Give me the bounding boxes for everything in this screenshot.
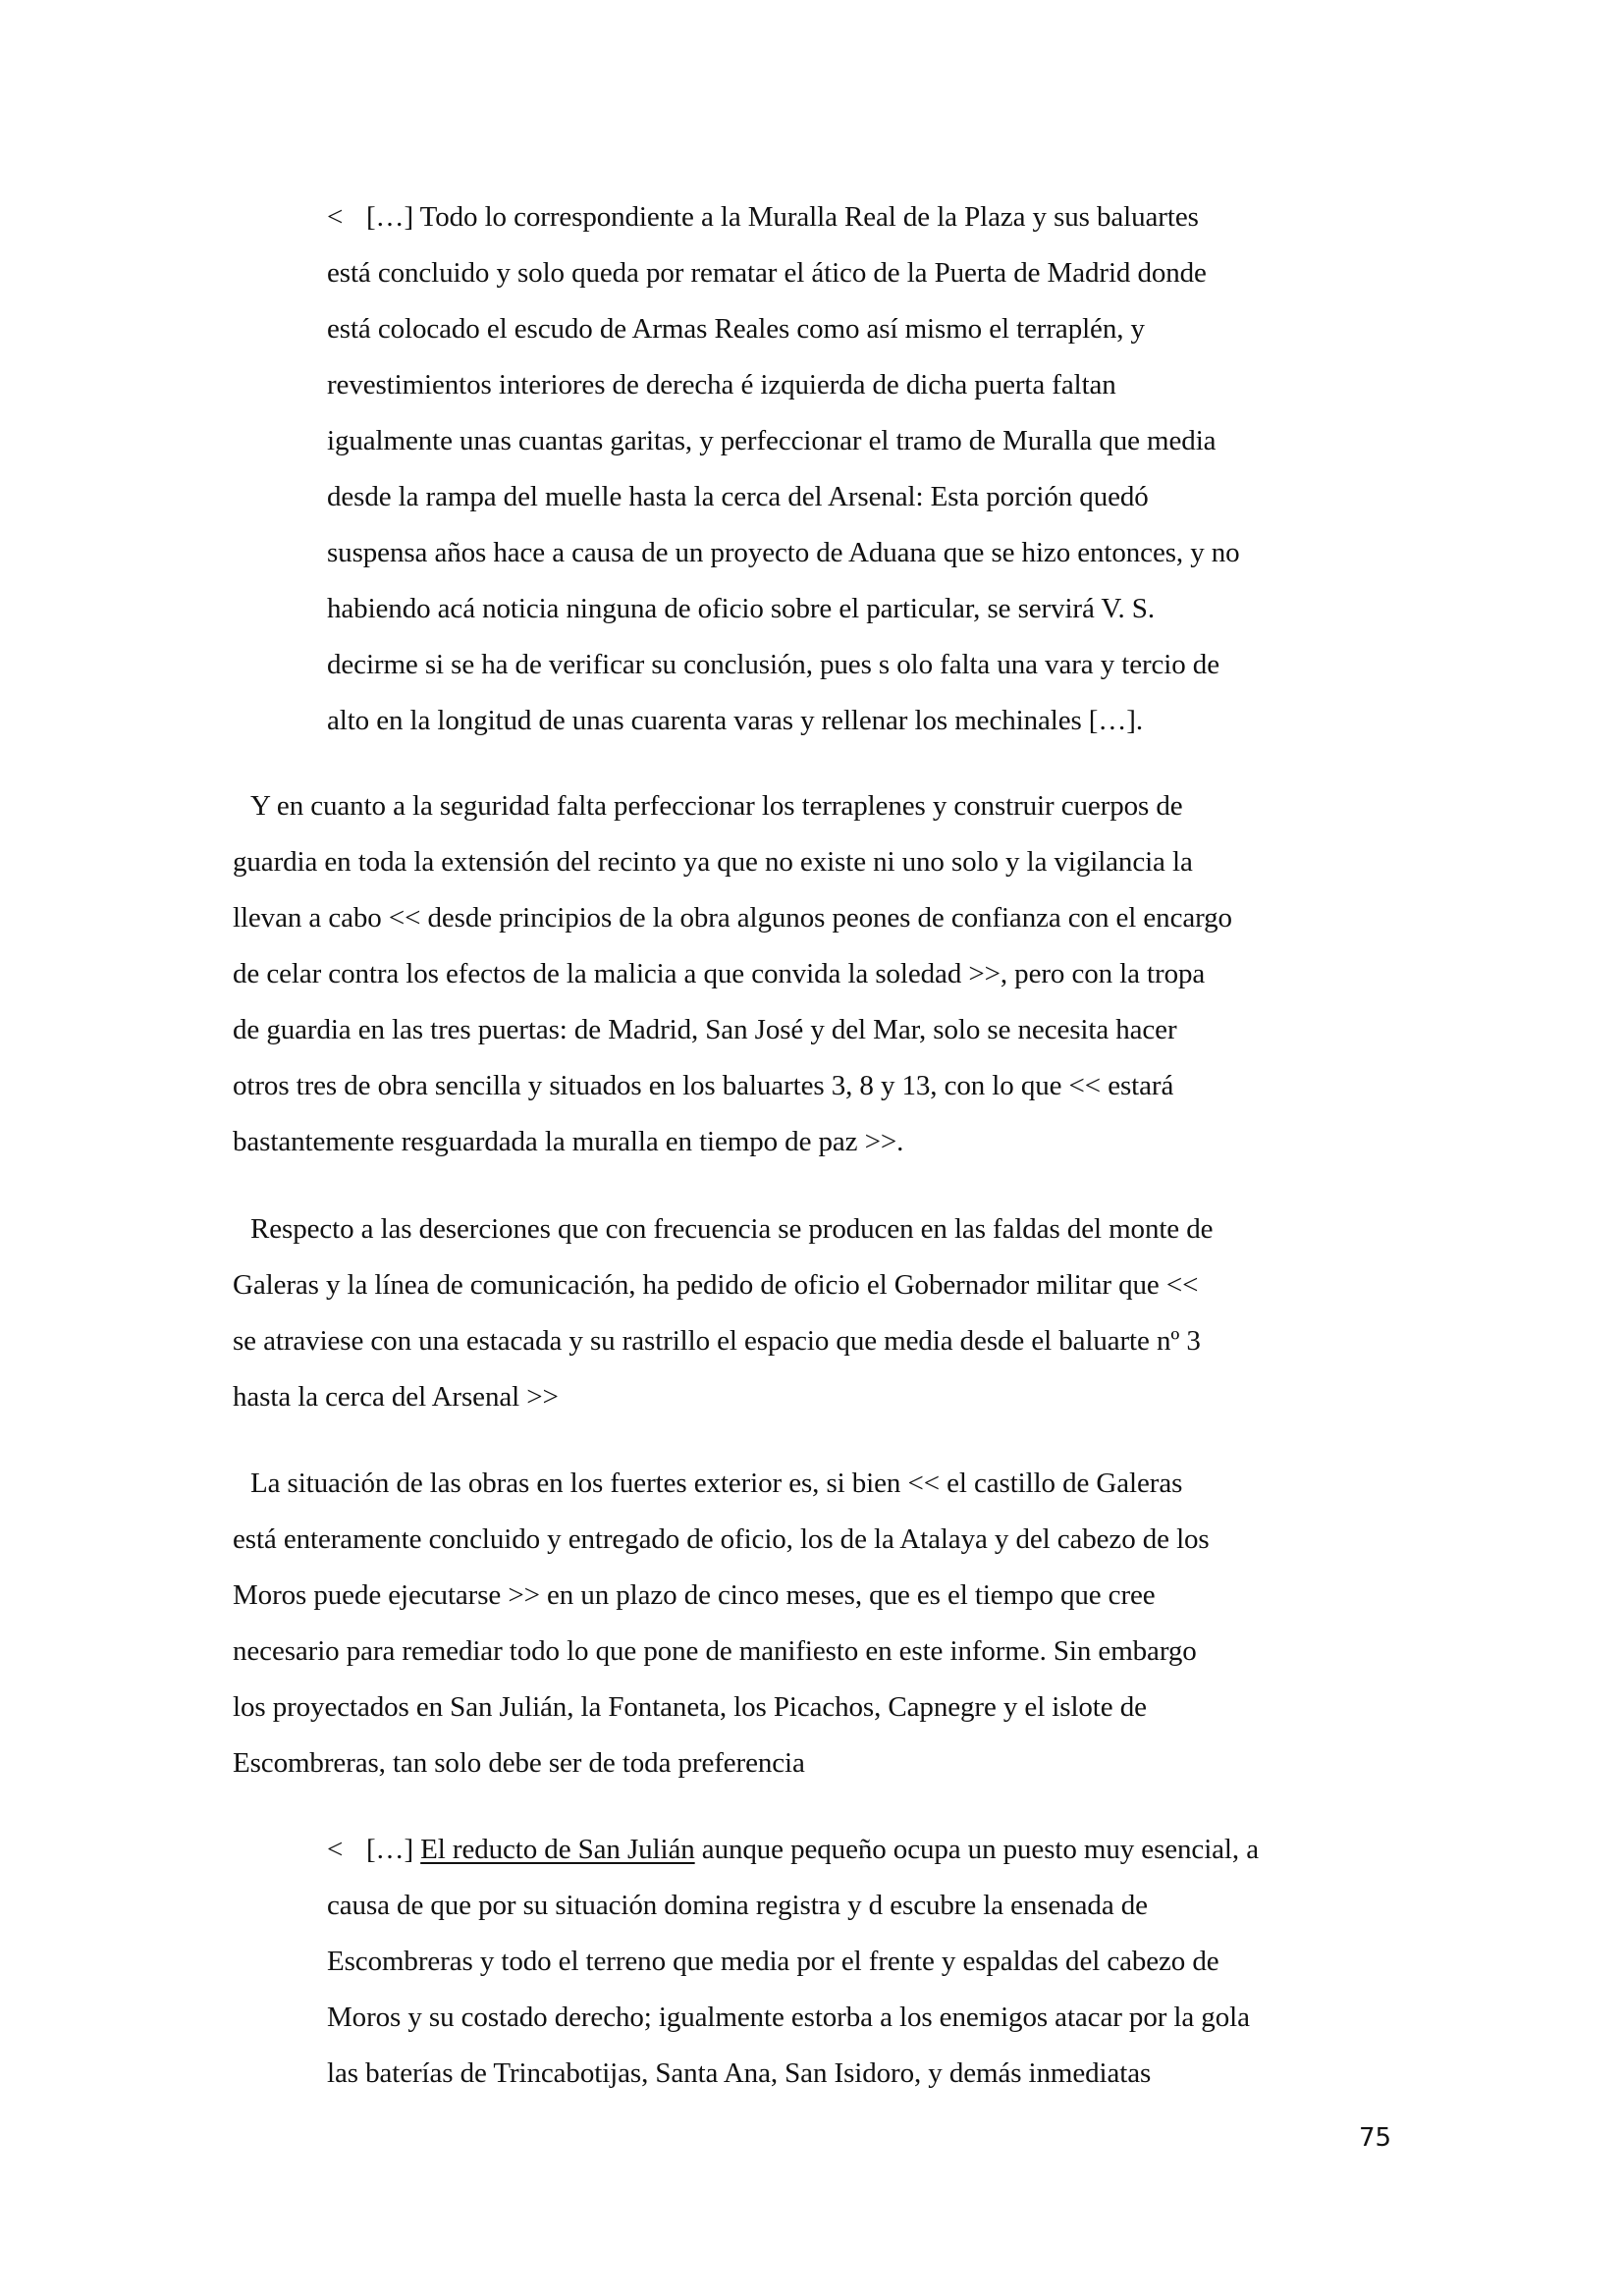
quote-line: está colocado el escudo de Armas Reales como así mismo el terraplén, y [327, 313, 1145, 345]
paragraph-line: bastantemente resguardada la muralla en tiempo de paz >>. [233, 1126, 904, 1157]
underlined-heading: El reducto de San Julián [420, 1834, 695, 1865]
quote-line: desde la rampa del muelle hasta la cerca del Arsenal: Esta porción quedó [327, 481, 1149, 512]
paragraph-line: de guardia en las tres puertas: de Madrid, San José y del Mar, solo se necesita hacer [233, 1014, 1177, 1045]
quote-line: igualmente unas cuantas garitas, y perfeccionar el tramo de Muralla que media [327, 425, 1217, 456]
paragraph-line: otros tres de obra sencilla y situados en los baluartes 3, 8 y 13, con lo que << estará [233, 1070, 1174, 1101]
paragraph-line: se atraviese con una estacada y su rastrillo el espacio que media desde el baluarte nº 3 [233, 1325, 1201, 1357]
paragraph-line: Respecto a las deserciones que con frecuencia se producen en las faldas del monte de [250, 1213, 1214, 1245]
paragraph-line: hasta la cerca del Arsenal >> [233, 1381, 559, 1413]
quote-line: < […] El reducto de San Julián aunque pequeño ocupa un puesto muy esencial, a [327, 1834, 1259, 1865]
paragraph-line: necesario para remediar todo lo que pone de manifiesto en este informe. Sin embargo [233, 1635, 1197, 1667]
quote-line: Moros y su costado derecho; igualmente estorba a los enemigos atacar por la gola [327, 2002, 1250, 2033]
quote-line: causa de que por su situación domina registra y d escubre la ensenada de [327, 1890, 1148, 1921]
paragraph-line: guardia en toda la extensión del recinto ya que no existe ni uno solo y la vigilancia la [233, 846, 1193, 878]
paragraph-line: La situación de las obras en los fuertes exterior es, si bien << el castillo de Galeras [250, 1468, 1183, 1499]
quote-line: suspensa años hace a causa de un proyecto de Aduana que se hizo entonces, y no [327, 537, 1240, 568]
quote-line: habiendo acá noticia ninguna de oficio sobre el particular, se servirá V. S. [327, 593, 1155, 624]
page-number: 75 [1359, 2123, 1392, 2153]
paragraph-line: los proyectados en San Julián, la Fontaneta, los Picachos, Capnegre y el islote de [233, 1691, 1147, 1723]
quote-line: está concluido y solo queda por rematar el ático de la Puerta de Madrid donde [327, 257, 1207, 289]
paragraph-line: Galeras y la línea de comunicación, ha pedido de oficio el Gobernador militar que << [233, 1269, 1199, 1301]
paragraph-line: está enteramente concluido y entregado de oficio, los de la Atalaya y del cabezo de los [233, 1523, 1210, 1555]
quote-line: Escombreras y todo el terreno que media por el frente y espaldas del cabezo de [327, 1946, 1219, 1977]
quote-line: decirme si se ha de verificar su conclusión, pues s olo falta una vara y tercio de [327, 649, 1219, 680]
paragraph-line: de celar contra los efectos de la malicia a que convida la soledad >>, pero con la tropa [233, 958, 1206, 989]
paragraph-line: llevan a cabo << desde principios de la obra algunos peones de confianza con el encargo [233, 902, 1232, 934]
quote-line: < […] Todo lo correspondiente a la Muralla Real de la Plaza y sus baluartes [327, 201, 1199, 233]
quote-line: revestimientos interiores de derecha é izquierda de dicha puerta faltan [327, 369, 1116, 400]
paragraph-line: Moros puede ejecutarse >> en un plazo de cinco meses, que es el tiempo que cree [233, 1579, 1156, 1611]
quote-line: las baterías de Trincabotijas, Santa Ana, San Isidoro, y demás inmediatas [327, 2057, 1152, 2089]
quote-marker: < [327, 1834, 344, 1865]
paragraph-line: Y en cuanto a la seguridad falta perfeccionar los terraplenes y construir cuerpos de [250, 790, 1183, 822]
quote-marker: < [327, 201, 344, 233]
quote-line: alto en la longitud de unas cuarenta varas y rellenar los mechinales […]. [327, 705, 1143, 736]
paragraph-line: Escombreras, tan solo debe ser de toda preferencia [233, 1747, 805, 1779]
